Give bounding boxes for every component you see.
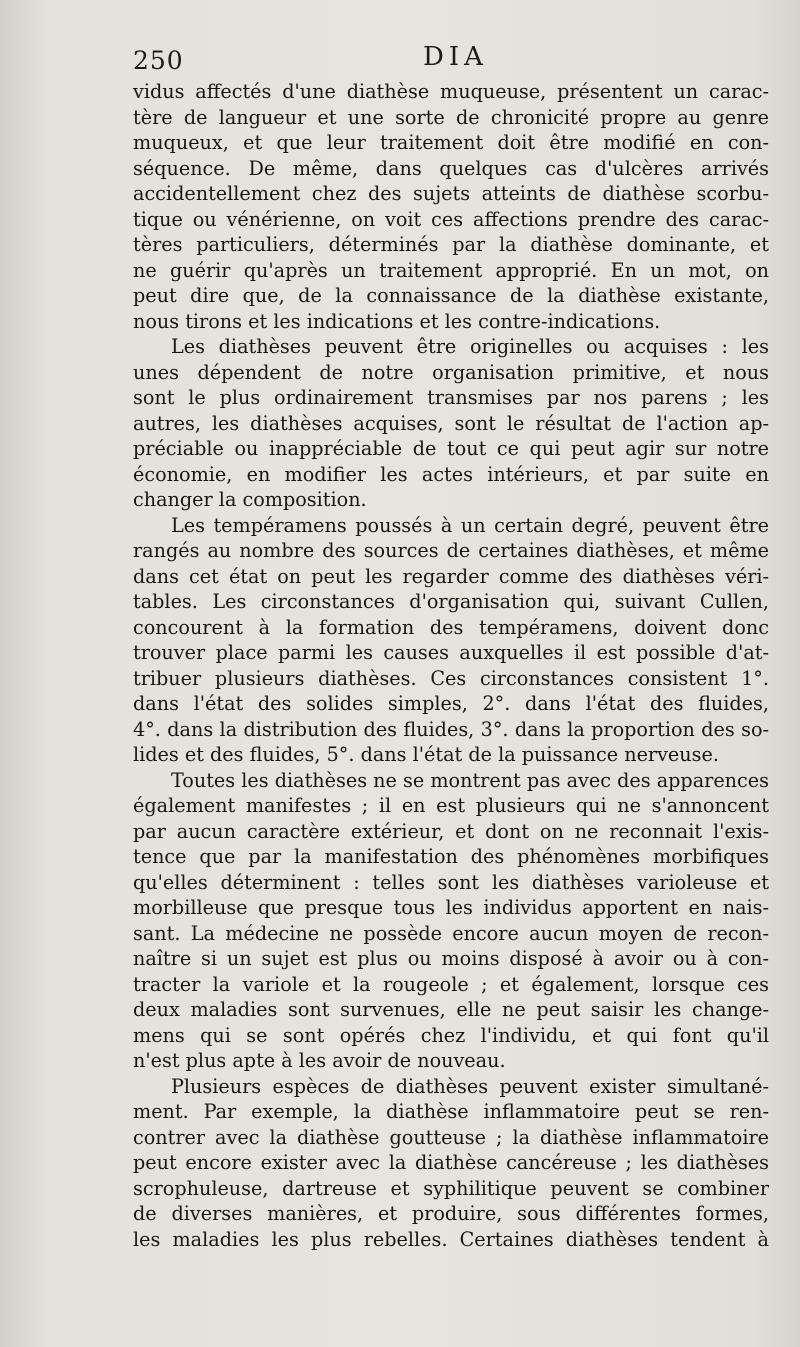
text-line: dans l'état des solides simples, 2°. dans l'état des fluides, [133,692,769,715]
running-head: DIA [423,42,488,72]
text-line: morbilleuse que presque tous les individus apportent en nais- [133,896,769,919]
text-line: peut dire que, de la connaissance de la diathèse existante, [133,284,769,307]
text-line: tables. Les circonstances d'organisation qui, suivant Cullen, [133,590,769,613]
text-line: Plusieurs espèces de diathèses peuvent exister simultané- [171,1074,769,1098]
text-line: naître si un sujet est plus ou moins disposé à avoir ou à con- [133,947,769,970]
text-line: Les diathèses peuvent être originelles ou acquises : les [171,335,769,358]
text-line: autres, les diathèses acquises, sont le résultat de l'action ap- [133,411,769,435]
text-line: lides et des fluides, 5°. dans l'état de la puissance nerveuse. [133,743,719,766]
text-line: de diverses manières, et produire, sous différentes formes, [133,1202,769,1225]
text-line: concourent à la formation des tempéramens, doivent donc [133,615,769,639]
text-line: ne guérir qu'après un traitement approprié. En un mot, on [133,258,769,282]
text-line: unes dépendent de notre organisation primitive, et nous [133,360,769,384]
paragraph [133,768,769,1074]
paragraph [133,513,769,768]
text-line: tère de langueur et une sorte de chronicité propre au genre [133,105,769,129]
text-line: sant. La médecine ne possède encore aucun moyen de recon- [133,921,769,945]
text-line: ment. Par exemple, la diathèse inflammatoire peut se ren- [133,1100,769,1123]
text-line: les maladies les plus rebelles. Certaines diathèses tendent à [133,1227,769,1251]
text-line: rangés au nombre des sources de certaines diathèses, et même [133,539,769,562]
text-line: également manifestes ; il en est plusieurs qui ne s'annoncent [133,794,769,817]
paragraph [133,79,769,334]
text-line: nous tirons et les indications et les contre-indications. [133,309,661,333]
page-header [133,40,770,74]
text-line: n'est plus apte à les avoir de nouveau. [133,1049,506,1072]
text-line: préciable ou inappréciable de tout ce qui peut agir sur notre [133,437,769,460]
text-line: tères particuliers, déterminés par la diathèse dominante, et [133,233,769,256]
text-line: peut encore exister avec la diathèse cancéreuse ; les diathèses [133,1151,769,1174]
text-line: Toutes les diathèses ne se montrent pas avec des apparences [171,768,769,792]
text-line: contrer avec la diathèse goutteuse ; la diathèse inflammatoire [133,1125,769,1149]
text-line: tique ou vénérienne, on voit ces affections prendre des carac- [133,207,769,231]
text-line: économie, en modifier les actes intérieurs, et par suite en [133,462,769,486]
text-line: accidentellement chez des sujets atteints de diathèse scorbu- [133,182,769,205]
text-line: dans cet état on peut les regarder comme des diathèses véri- [133,564,769,588]
text-line: deux maladies sont survenues, elle ne peut saisir les change- [133,998,769,1021]
text-line: trouver place parmi les causes auxquelles il est possible d'at- [133,641,769,664]
text-line: tracter la variole et la rougeole ; et également, lorsque ces [133,972,769,996]
text-line: sont le plus ordinairement transmises par nos parens ; les [133,386,769,409]
page-number: 250 [133,46,184,75]
text-line: par aucun caractère extérieur, et dont on ne reconnait l'exis- [133,819,769,843]
text-line: mens qui se sont opérés chez l'individu, et qui font qu'il [133,1023,769,1047]
text-line: muqueux, et que leur traitement doit être modifié en con- [133,131,769,154]
text-line: tence que par la manifestation des phénomènes morbifiques [133,845,769,868]
text-line: Les tempéramens poussés à un certain degré, peuvent être [171,513,769,537]
text-line: 4°. dans la distribution des fluides, 3°. dans la proportion des so- [133,717,769,741]
paragraph [133,334,769,513]
text-line: tribuer plusieurs diathèses. Ces circonstances consistent 1°. [133,666,769,690]
text-line: séquence. De même, dans quelques cas d'ulcères arrivés [133,156,769,180]
text-line: changer la composition. [133,488,367,511]
paragraph [133,1074,769,1253]
text-line: qu'elles déterminent : telles sont les diathèses varioleuse et [133,870,769,894]
text-line: scrophuleuse, dartreuse et syphilitique peuvent se combiner [133,1176,769,1200]
body-text [133,79,769,1252]
text-line: vidus affectés d'une diathèse muqueuse, présentent un carac- [133,80,769,103]
